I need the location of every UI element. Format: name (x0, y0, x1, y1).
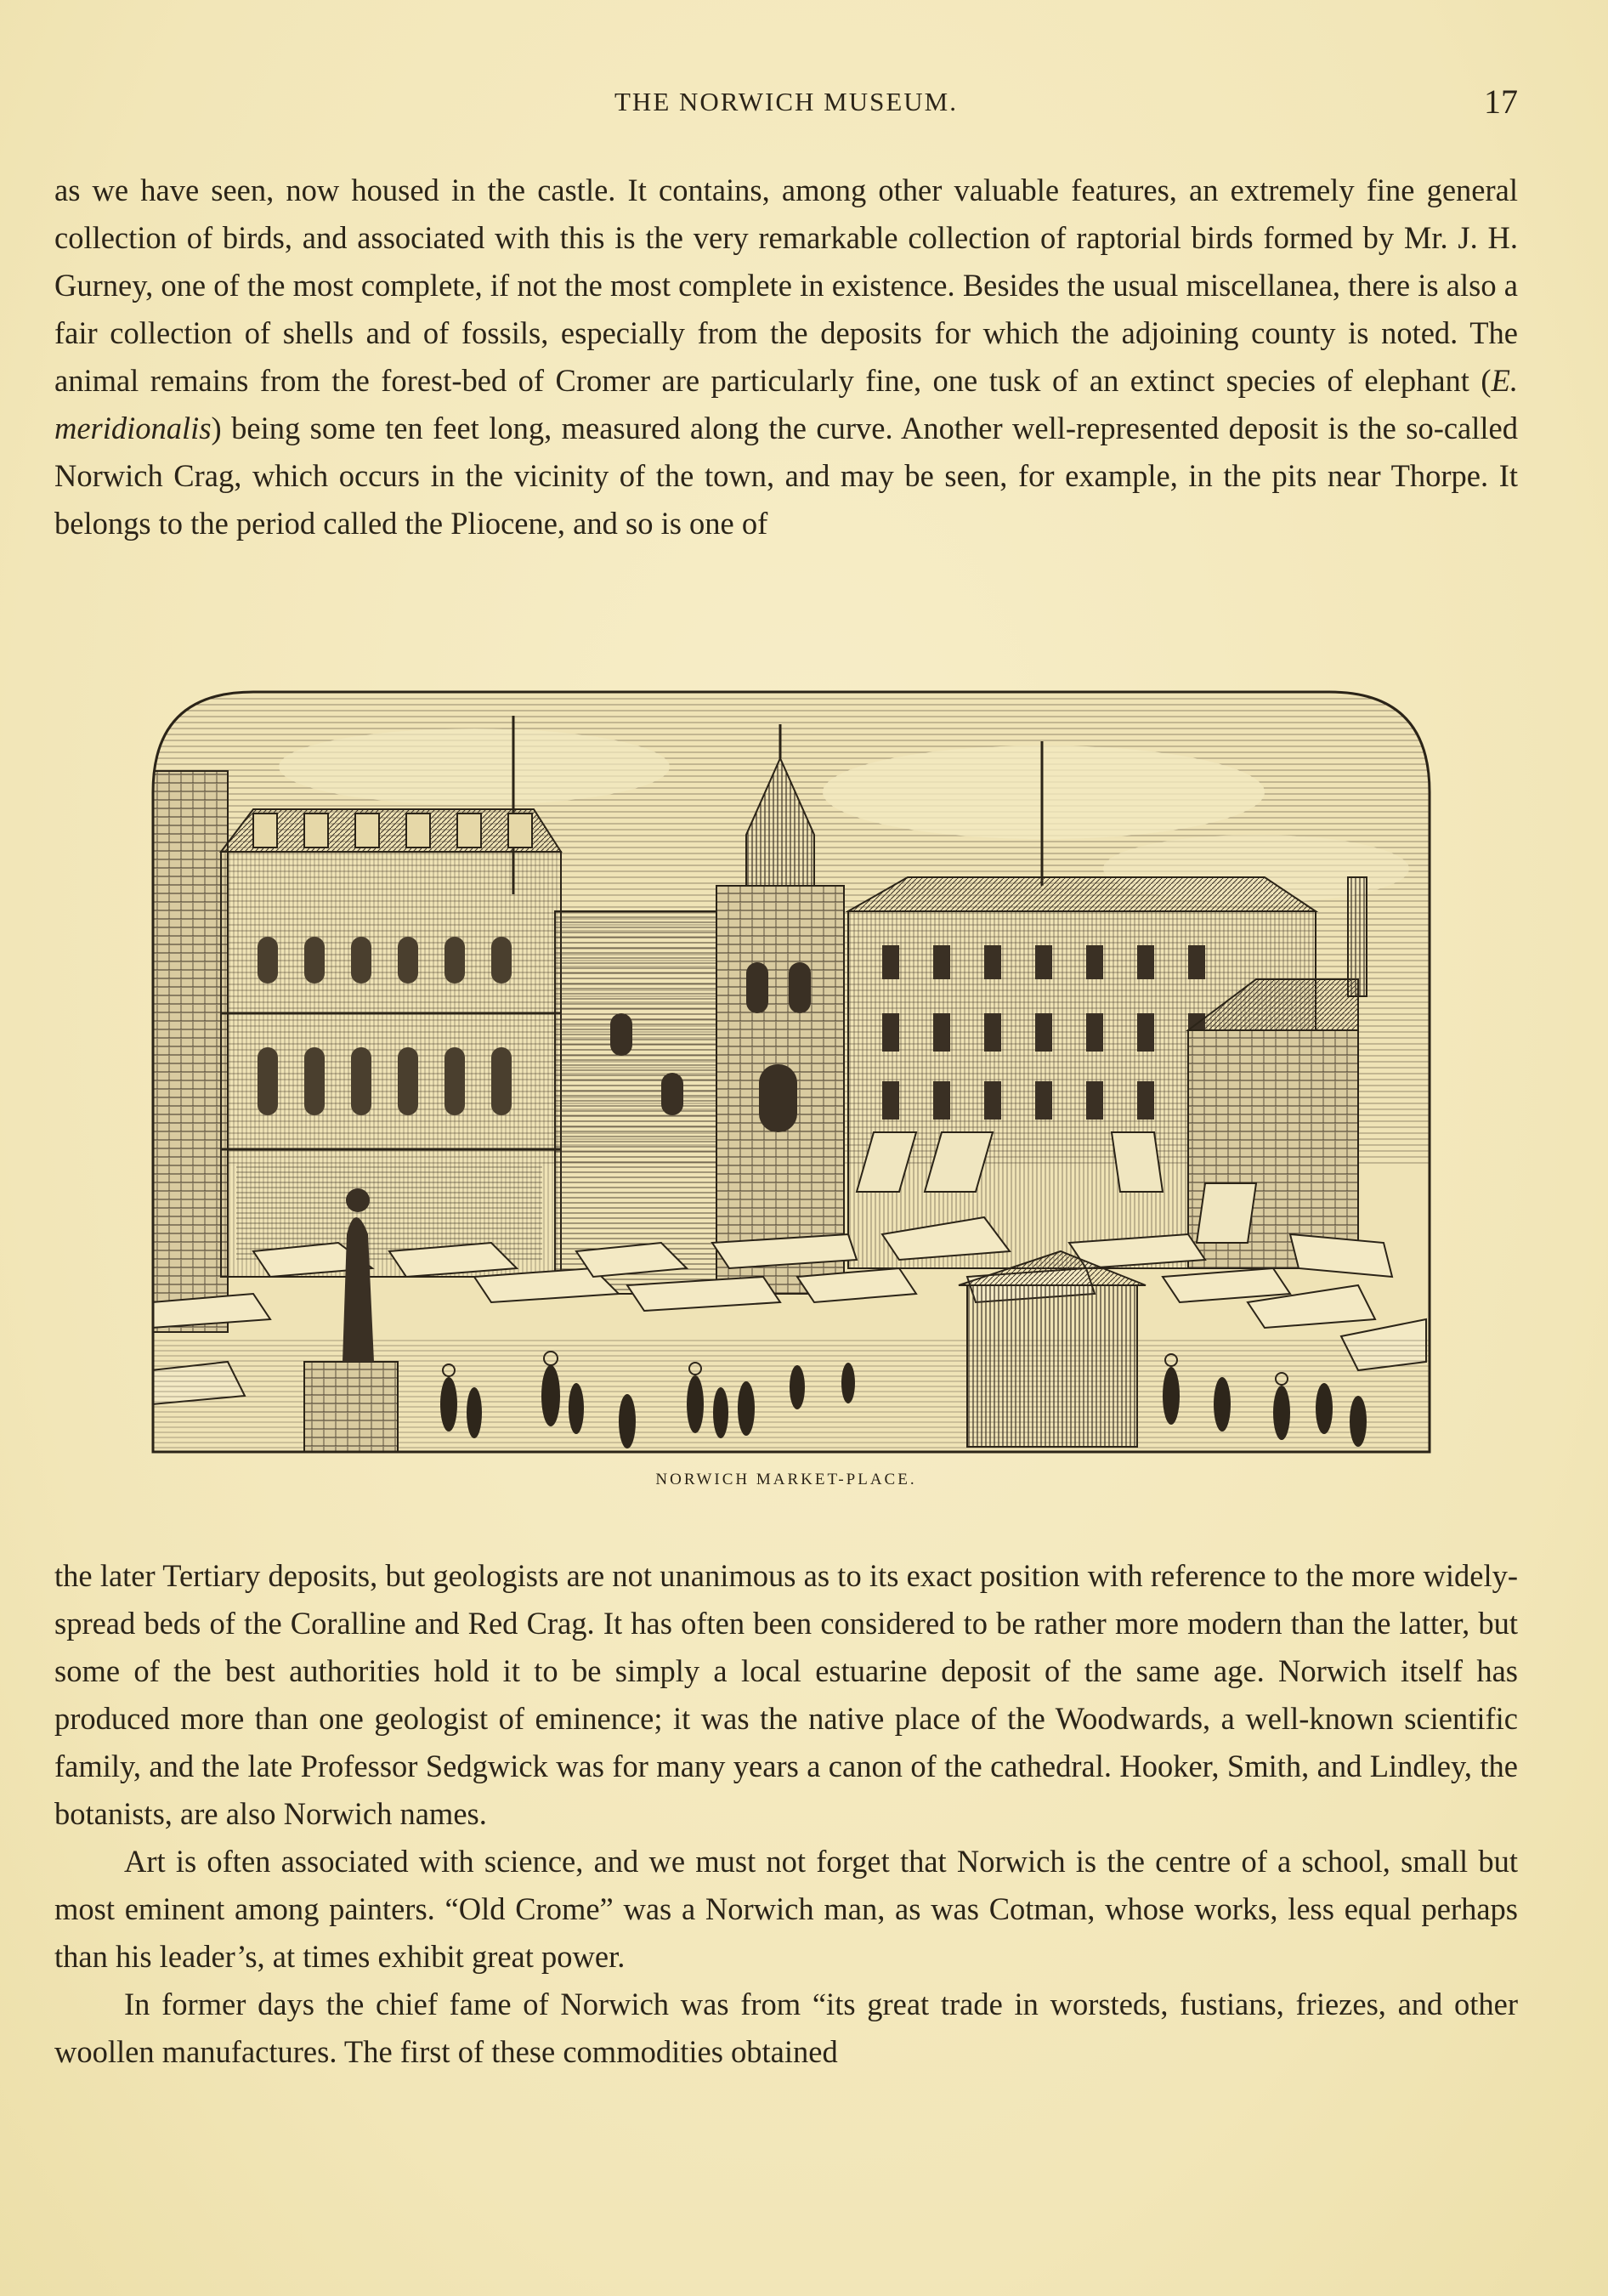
figure-caption: NORWICH MARKET-PLACE. (655, 1471, 917, 1488)
paragraph-text: as we have seen, now housed in the castle. It contains, among other valuable features, an extremely fine general collection of birds, and associated with this is the very remarkable collection of raptorial birds formed by Mr. J. H. Gurney, one of the most complete, if not the most complete in existence. Besides the usual miscellanea, there is also a fair collection of shells and of fossils, especially from the deposits for which the adjoining county is noted. The animal remains from the forest-bed of Cromer are particularly fine, one tusk of an extinct species of elephant ( (54, 173, 1518, 398)
page-number: 17 (1484, 82, 1518, 121)
paragraph-text: ) being some ten feet long, measured along the curve. Another well-represented deposit is the so-called Norwich Crag, which occurs in the vicinity of the town, and may be seen, for example, in the pits near Thorpe. It belongs to the period called the Pliocene, and so is one of (54, 411, 1518, 541)
running-head: THE NORWICH MUSEUM. (614, 87, 958, 116)
species-name: E. meridionalis (54, 363, 1518, 445)
paragraph: the later Tertiary deposits, but geologists are not unanimous as to its exact position with reference to the more widely-spread beds of the Coralline and Red Crag. It has often been considered to be rather more modern than the latter, but some of the best authorities hold it to be simply a local estuarine deposit of the same age. Norwich itself has produced more than one geologist of eminence; it was the native place of the Woodwards, a well-known scientific family, and the late Professor Sedgwick was for many years a canon of the cathedral. Hooker, Smith, and Lindley, the botanists, are also Norwich names. (54, 1558, 1518, 1831)
page-header (54, 82, 1518, 122)
engraving-market-place-icon (151, 690, 1431, 1454)
paragraph: Art is often associated with science, and we must not forget that Norwich is the centre of a school, small but most eminent among painters. “Old Crome” was a Norwich man, as was Cotman, whose works, less equal perhaps than his leader’s, at times exhibit great power. (54, 1844, 1518, 1974)
paragraph: In former days the chief fame of Norwich was from “its great trade in worsteds, fustians, friezes, and other woollen manufactures. The first of these commodities obtained (54, 1987, 1518, 2069)
text-block-bottom (54, 1552, 1518, 2076)
paragraph (54, 167, 1518, 547)
text-block-top (54, 167, 1518, 547)
